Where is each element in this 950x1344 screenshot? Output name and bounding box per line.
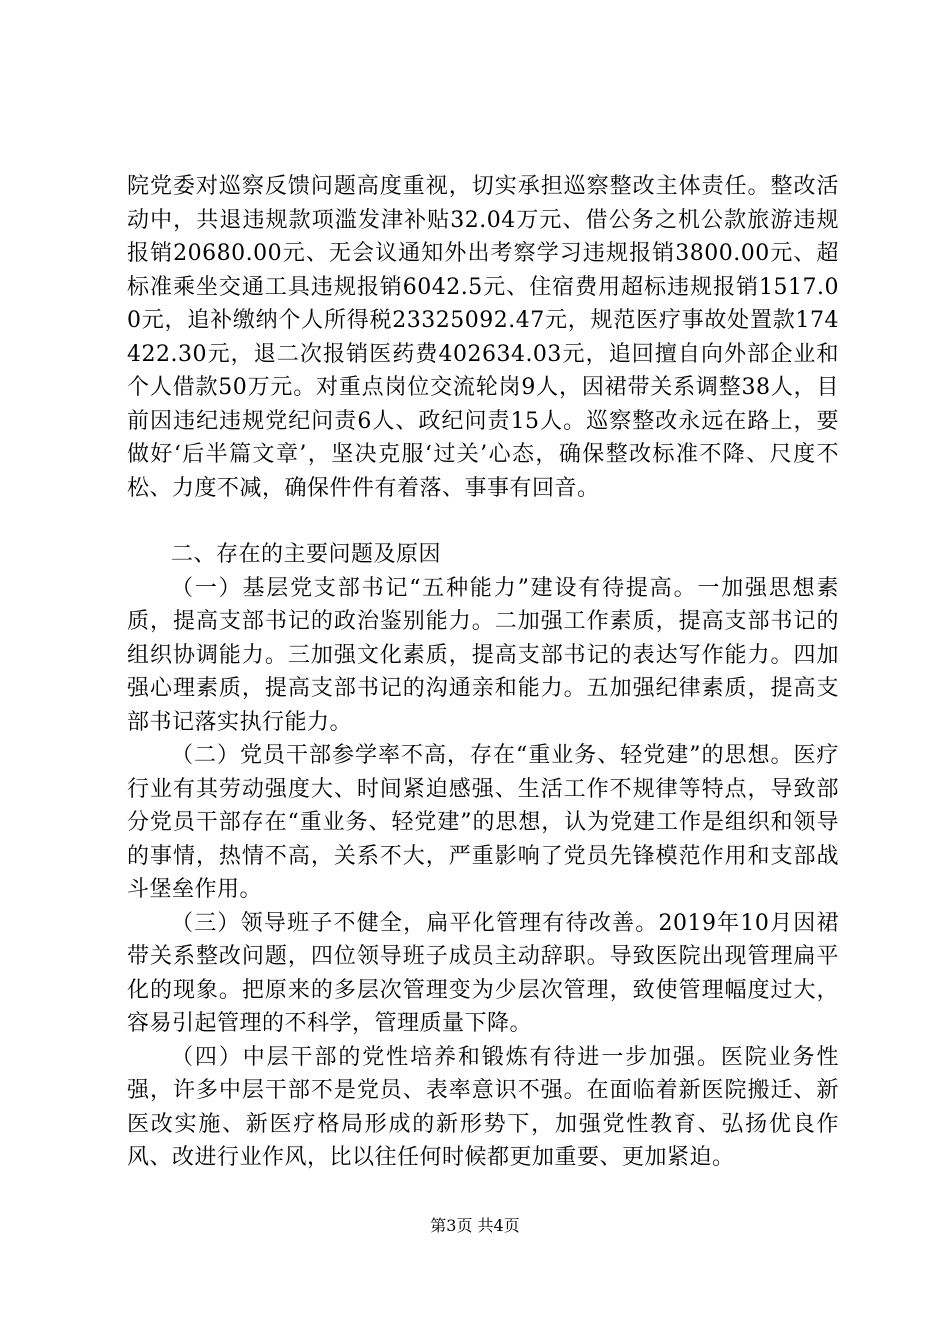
paragraph-1: （一）基层党支部书记“五种能力”建设有待提高。一加强思想素质，提高支部书记的政治鉴别能力。二加强工作素质，提高支部书记的组织协调能力。三加强文化素质，提高支部书记的表达写作能力。四加强心理素质，提高支部书记的沟通亲和能力。五加强纪律素质，提高支部书记落实执行能力。 bbox=[127, 575, 839, 735]
page-footer: 第3页 共4页 bbox=[430, 1216, 520, 1235]
paragraph-2: （二）党员干部参学率不高，存在“重业务、轻党建”的思想。医疗行业有其劳动强度大、时间紧迫感强、生活工作不规律等特点，导致部分党员干部存在“重业务、轻党建”的思想，认为党建工作是组织和领导的事情，热情不高，关系不大，严重影响了党员先锋模范作用和支部战斗堡垒作用。 bbox=[127, 743, 839, 902]
paragraph-3: （三）领导班子不健全，扁平化管理有待改善。2019年10月因裙带关系整改问题，四位领导班子成员主动辞职。导致医院出现管理扁平化的现象。把原来的多层次管理变为少层次管理，致使管理幅度过大，容易引起管理的不科学，管理质量下降。 bbox=[127, 910, 839, 1036]
section-heading: 二、存在的主要问题及原因 bbox=[171, 542, 442, 567]
paragraph-4: （四）中层干部的党性培养和锻炼有待进一步加强。医院业务性强，许多中层干部不是党员、表率意识不强。在面临着新医院搬迁、新医改实施、新医疗格局形成的新形势下，加强党性教育、弘扬优良作风、改进行业作风，比以往任何时候都更加重要、更加紧迫。 bbox=[127, 1044, 839, 1170]
document-body bbox=[127, 170, 839, 1175]
intro-paragraph: 院党委对巡察反馈问题高度重视，切实承担巡察整改主体责任。整改活动中，共退违规款项滥发津补贴32.04万元、借公务之机公款旅游违规报销20680.00元、无会议通知外出考察学习违规报销3800.00元、超标准乘坐交通工具违规报销6042.5元、住宿费用超标违规报销1517.00元，追补缴纳个人所得税23325092.47元，规范医疗事故处置款174422.30元，退二次报销医药费402634.03元，追回擅自向外部企业和个人借款50万元。对重点岗位交流轮岗9人，因裙带关系调整38人，目前因违纪违规党纪问责6人、政纪问责15人。巡察整改永远在路上，要做好‘后半篇文章’，坚决克服‘过关’心态，确保整改标准不降、尺度不松、力度不减，确保件件有着落、事事有回音。 bbox=[127, 174, 839, 501]
